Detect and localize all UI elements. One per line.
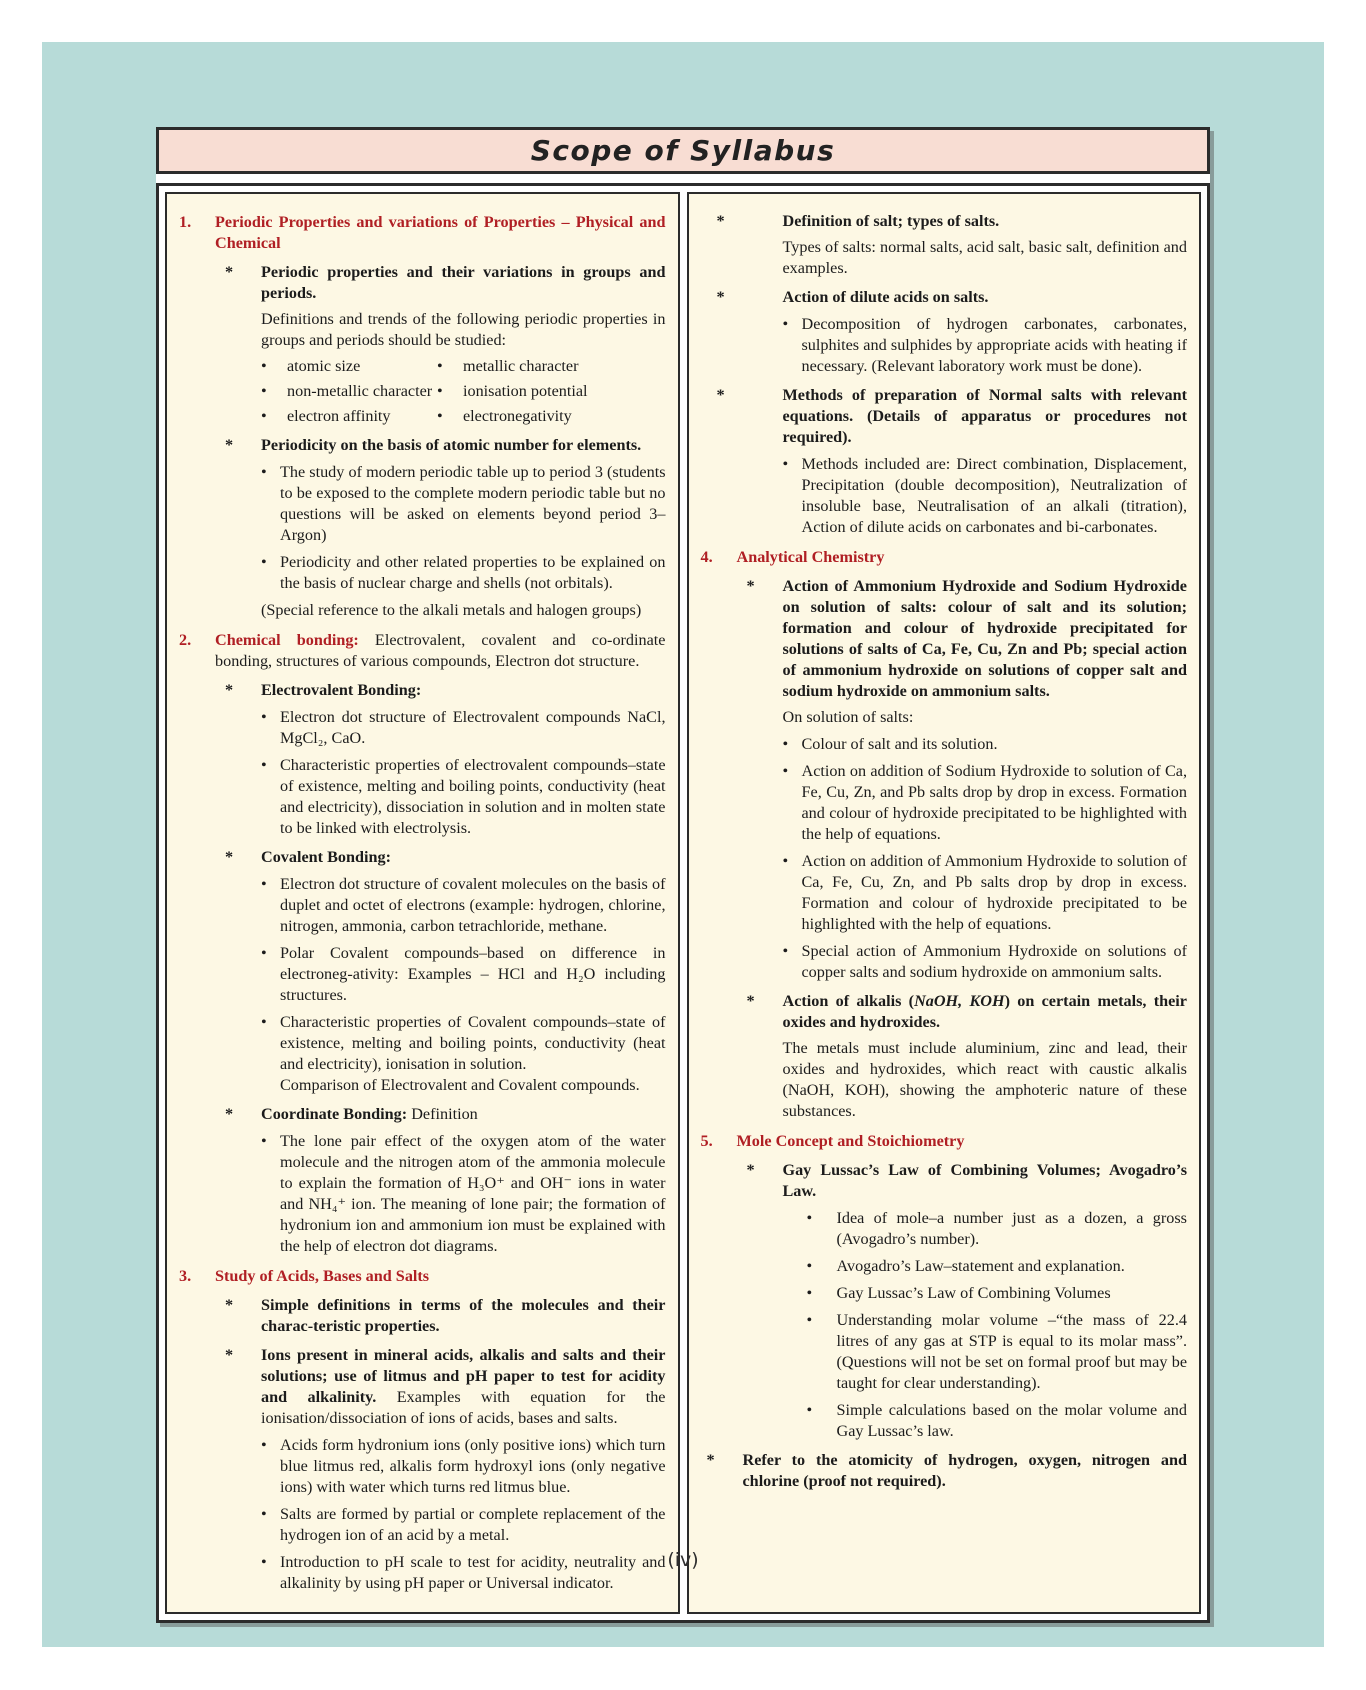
bullet-item-text — [280, 462, 666, 546]
star-item-text — [783, 1160, 1188, 1202]
bullet-item-text — [280, 1012, 666, 1096]
bullet-pair-text: electron affinity — [287, 407, 391, 425]
section-title-text: Periodic Properties and variations of Properties – Physical and Chemical — [215, 213, 666, 252]
bullet-marker: • — [782, 942, 789, 960]
text-segment: Examples with equation for the ionisation/dissociation of ions of acids, bases and salts. — [261, 1388, 666, 1427]
asterisk-marker: * — [225, 681, 234, 699]
text-segment: Coordinate Bonding: — [261, 1105, 408, 1123]
text-segment: Action of dilute acids on salts. — [782, 288, 989, 306]
bullet-text: Characteristic properties of Covalent compounds–state of existence, melting and boiling points, conductivity (heat and electricity), ionisation in solution. — [280, 1013, 666, 1073]
asterisk-marker: * — [746, 1161, 755, 1179]
text-segment: Methods of preparation of Normal salts with relevant equations. (Details of apparatus or procedures not required). — [782, 386, 1187, 446]
star-item — [701, 211, 1188, 232]
section-heading — [701, 547, 1188, 568]
bullet-pair-row — [261, 381, 666, 402]
syllabus-panel — [156, 127, 1210, 1623]
bullet-text: The lone pair effect of the oxygen atom of the water molecule and the nitrogen atom of the ammonia molecule to explain the formation of H₃O⁺ and OH⁻ ions in water and NH₄⁺ ion. The meaning of lone pair; the formation of hydronium ion and ammonium ion must be explained with the help of electron dot diagrams. — [280, 1132, 666, 1255]
bullet-text: Characteristic properties of electrovalent compounds–state of existence, melting and boiling points, conductivity (heat and electricity), dissociation in solution and in molten state to be linked with electrolysis. — [280, 756, 666, 837]
syllabus-title: Scope of Syllabus — [530, 134, 836, 167]
bullet-text: Polar Covalent compounds–based on difference in electroneg-ativity: Examples – HCl and H₂O including structures. — [280, 944, 666, 1004]
bullet-marker: • — [261, 357, 267, 375]
bullet-text: Action on addition of Ammonium Hydroxide to solution of Ca, Fe, Cu, Zn, and Pb salts drop by drop in excess. Formation and colour of hydroxide precipitated to be highlighted with the help of equations. — [801, 852, 1187, 933]
bullet-item — [701, 314, 1188, 377]
bullet-marker: • — [261, 708, 267, 726]
bullet-item — [701, 734, 1188, 755]
bullet-text: Colour of salt and its solution. — [801, 735, 998, 753]
bullet-item — [179, 1131, 666, 1257]
bullet-marker: • — [782, 735, 789, 753]
bullet-item — [701, 1283, 1188, 1304]
bullet-item-text — [802, 734, 1188, 755]
asterisk-marker: * — [706, 1451, 715, 1469]
bullet-item — [701, 1310, 1188, 1394]
paragraph: Definitions and trends of the following periodic properties in groups and periods should be studied: — [261, 310, 666, 349]
section-heading — [179, 630, 666, 672]
bullet-item-text — [802, 761, 1188, 845]
bullet-marker: • — [261, 407, 267, 425]
star-item-text — [261, 262, 666, 304]
section-title — [737, 1131, 1188, 1152]
bullet-marker: • — [806, 1401, 813, 1419]
bullet-marker: • — [782, 455, 789, 473]
bullet-marker: • — [437, 382, 443, 400]
star-item-text — [261, 1345, 666, 1429]
star-item — [179, 262, 666, 304]
bullet-pair-list — [179, 356, 666, 427]
bullet-marker: • — [782, 852, 789, 870]
section-title — [215, 630, 666, 672]
section-number: 1. — [179, 213, 192, 231]
star-item-text — [261, 1104, 666, 1125]
bullet-pair-cell — [437, 356, 666, 377]
bullet-text: Methods included are: Direct combination, Displacement, Precipitation (double decomposition), Neutralization of insoluble base, Neutralisation of an alkali (titration), Action of dilute acids on carbonates and bi-carbonates. — [801, 455, 1187, 536]
bullet-item-text — [280, 1435, 666, 1498]
section-title-text: Analytical Chemistry — [736, 548, 885, 566]
bullet-item — [179, 462, 666, 546]
star-item — [179, 1104, 666, 1125]
bullet-marker: • — [261, 1436, 267, 1454]
asterisk-marker: * — [225, 1346, 234, 1364]
paragraph: The metals must include aluminium, zinc and lead, their oxides and hydroxides, which react with caustic alkalis (NaOH, KOH), showing the amphoteric nature of these substances. — [782, 1039, 1187, 1120]
bullet-item — [179, 1012, 666, 1096]
asterisk-marker: * — [225, 1105, 234, 1123]
bullet-pair-cell — [437, 381, 666, 402]
bullet-item-text — [837, 1256, 1188, 1277]
text-segment: Refer to the atomicity of hydrogen, oxygen, nitrogen and chlorine (proof not required). — [742, 1451, 1187, 1490]
star-item — [701, 287, 1188, 308]
star-item — [179, 1345, 666, 1429]
bullet-text: Electron dot structure of Electrovalent compounds NaCl, MgCl₂, CaO. — [280, 708, 666, 747]
bullet-marker: • — [261, 875, 267, 893]
bullet-pair-cell — [437, 406, 666, 427]
bullet-text: Periodicity and other related properties to be explained on the basis of nuclear charge and shells (not orbitals). — [280, 553, 666, 592]
bullet-text: The study of modern periodic table up to period 3 (students to be exposed to the complete modern periodic table but no questions will be asked on elements beyond period 3–Argon) — [280, 463, 666, 544]
section-title-text: Chemical bonding: — [215, 631, 359, 649]
bullet-pair-text: non-metallic character — [287, 382, 433, 400]
bullet-item-text — [802, 941, 1188, 983]
asterisk-marker: * — [225, 848, 234, 866]
star-item — [179, 847, 666, 868]
text-segment: Definition of salt; types of salts. — [782, 212, 1000, 230]
bullet-item — [179, 707, 666, 749]
bullet-text: Salts are formed by partial or complete replacement of the hydrogen ion of an acid by a metal. — [280, 1505, 666, 1544]
section-number: 3. — [179, 1267, 192, 1285]
bullet-pair-row — [261, 406, 666, 427]
bullet-item-text — [280, 874, 666, 937]
bullet-marker: • — [261, 944, 267, 962]
bullet-marker: • — [261, 553, 267, 571]
text-segment: Periodicity on the basis of atomic number for elements. — [261, 436, 642, 454]
bullet-marker: • — [261, 1132, 267, 1150]
bullet-pair-text: electronegativity — [463, 407, 572, 425]
section-number: 4. — [700, 548, 713, 566]
bullet-text: Acids form hydronium ions (only positive ions) which turn blue litmus red, alkalis form hydroxyl ions (only negative ions) with water which turns red litmus blue. — [280, 1436, 666, 1496]
section-title — [215, 1266, 666, 1287]
asterisk-marker: * — [716, 212, 725, 230]
bullet-pair-cell — [261, 356, 437, 377]
text-segment: Action of alkalis ( — [782, 992, 915, 1010]
right-column — [687, 192, 1202, 1614]
bullet-marker: • — [782, 315, 789, 333]
bullet-item-text — [837, 1400, 1188, 1442]
asterisk-marker: * — [225, 1296, 234, 1314]
star-item — [179, 1295, 666, 1337]
text-segment: Simple definitions in terms of the molecules and their charac-teristic properties. — [261, 1296, 666, 1335]
bullet-pair-text: metallic character — [463, 357, 579, 375]
bullet-marker: • — [806, 1284, 813, 1302]
star-item-text — [261, 847, 666, 868]
bullet-pair-cell — [261, 381, 437, 402]
bullet-item-text — [280, 755, 666, 839]
bullet-text: Idea of mole–a number just as a dozen, a gross (Avogadro’s number). — [836, 1209, 1187, 1248]
star-item — [701, 991, 1188, 1033]
bullet-item — [179, 755, 666, 839]
text-segment: ) on certain metals, their oxides and hydroxides. — [782, 992, 1187, 1031]
star-item-text — [783, 576, 1188, 702]
bullet-item — [179, 1435, 666, 1498]
star-item — [701, 1160, 1188, 1202]
bullet-marker: • — [261, 756, 267, 774]
bullet-item — [179, 943, 666, 1006]
text-segment: NaOH, KOH — [914, 992, 1005, 1010]
star-item — [701, 576, 1188, 702]
bullet-marker: • — [806, 1209, 813, 1227]
paragraph: (Special reference to the alkali metals and halogen groups) — [261, 601, 642, 619]
bullet-item-text — [802, 851, 1188, 935]
syllabus-columns — [156, 183, 1210, 1623]
bullet-text: Action on addition of Sodium Hydroxide to solution of Ca, Fe, Cu, Zn, and Pb salts drop by drop in excess. Formation and colour of hydroxide precipitated to be highlighted with the help of equations. — [801, 762, 1187, 843]
section-title-text: Mole Concept and Stoichiometry — [736, 1132, 965, 1150]
bullet-item — [701, 454, 1188, 538]
bullet-item — [701, 851, 1188, 935]
section-heading — [701, 1131, 1188, 1152]
asterisk-marker: * — [225, 263, 234, 281]
section-title — [215, 212, 666, 254]
bullet-pair-cell — [261, 406, 437, 427]
section-rest-text: Electrovalent, covalent and co-ordinate bonding, structures of various compounds, Electron dot structure. — [215, 631, 666, 670]
star-item-text — [261, 435, 666, 456]
star-item-text — [261, 1295, 666, 1337]
bullet-item-text — [280, 1504, 666, 1546]
text-segment: Gay Lussac’s Law of Combining Volumes; Avogadro’s Law. — [782, 1161, 1187, 1200]
bullet-marker: • — [261, 1505, 267, 1523]
bullet-text: Decomposition of hydrogen carbonates, carbonates, sulphites and sulphides by appropriate acids with heating if necessary. (Relevant laboratory work must be done). — [801, 315, 1187, 375]
bullet-text: Electron dot structure of covalent molecules on the basis of duplet and octet of electrons (example: hydrogen, chlorine, nitrogen, ammonia, carbon tetrachloride, methane. — [280, 875, 666, 935]
section-title — [737, 547, 1188, 568]
star-item — [701, 385, 1188, 448]
bullet-text: Gay Lussac’s Law of Combining Volumes — [836, 1284, 1111, 1302]
bullet-pair-text: ionisation potential — [463, 382, 588, 400]
bullet-text: Understanding molar volume –“the mass of 22.4 litres of any gas at STP is equal to its molar mass”. (Questions will not be set on formal proof but may be taught for clear understanding). — [836, 1311, 1187, 1392]
bullet-marker: • — [806, 1311, 813, 1329]
paragraph: Types of salts: normal salts, acid salt, basic salt, definition and examples. — [782, 238, 1187, 277]
section-heading — [179, 1266, 666, 1287]
page-number: (iv) — [667, 1549, 699, 1571]
bullet-item-text — [280, 943, 666, 1006]
bullet-marker: • — [782, 762, 789, 780]
bullet-item-text — [280, 552, 666, 594]
bullet-item — [179, 552, 666, 594]
bullet-item-text — [837, 1283, 1188, 1304]
bullet-item — [701, 1400, 1188, 1442]
star-item — [179, 435, 666, 456]
bullet-text: Simple calculations based on the molar volume and Gay Lussac’s law. — [836, 1401, 1187, 1440]
syllabus-header — [156, 127, 1210, 174]
bullet-marker: • — [261, 463, 267, 481]
bullet-text: Introduction to pH scale to test for acidity, neutrality and alkalinity by using pH paper or Universal indicator. — [280, 1553, 666, 1592]
bullet-item-text — [802, 454, 1188, 538]
section-number: 2. — [179, 631, 192, 649]
asterisk-marker: * — [746, 577, 755, 595]
text-segment: Ions present in mineral acids, alkalis and salts and their solutions; use of litmus and pH paper to test for acidity and alkalinity. — [261, 1346, 666, 1406]
bullet-pair-text: atomic size — [287, 357, 361, 375]
bullet-item — [179, 874, 666, 937]
bullet-text: Special action of Ammonium Hydroxide on solutions of copper salts and sodium hydroxide on ammonium salts. — [801, 942, 1187, 981]
star-item-text — [783, 991, 1188, 1033]
bullet-item-text — [280, 707, 666, 749]
bullet-marker: • — [437, 407, 443, 425]
asterisk-marker: * — [716, 288, 725, 306]
bullet-item — [701, 1208, 1188, 1250]
bullet-item — [179, 1504, 666, 1546]
text-segment: Action of Ammonium Hydroxide and Sodium Hydroxide on solution of salts: colour of salt and its solution; formation and colour of hydroxide precipitated for solutions of salts of Ca, Fe, Cu, Zn and Pb; special action of ammonium hydroxide on solutions of copper salt and sodium hydroxide on ammonium salts. — [782, 577, 1187, 700]
star-item-text — [783, 385, 1188, 448]
star-item-text — [783, 211, 1188, 232]
section-title-text: Study of Acids, Bases and Salts — [215, 1267, 430, 1285]
left-column — [165, 192, 680, 1614]
asterisk-marker: * — [716, 386, 725, 404]
bullet-continuation: Comparison of Electrovalent and Covalent compounds. — [280, 1076, 640, 1094]
star-item-text — [783, 287, 1188, 308]
bullet-item-text — [802, 314, 1188, 377]
bullet-item-text — [837, 1208, 1188, 1250]
star-item — [701, 1450, 1188, 1492]
bullet-marker: • — [261, 1553, 267, 1571]
text-segment: Definition — [407, 1105, 478, 1123]
bullet-item-text — [280, 1131, 666, 1257]
star-item — [179, 680, 666, 701]
asterisk-marker: * — [746, 992, 755, 1010]
bullet-pair-row — [261, 356, 666, 377]
bullet-item — [701, 1256, 1188, 1277]
bullet-item — [701, 941, 1188, 983]
section-number: 5. — [700, 1132, 713, 1150]
bullet-marker: • — [261, 382, 267, 400]
bullet-text: Avogadro’s Law–statement and explanation. — [836, 1257, 1125, 1275]
paragraph: On solution of salts: — [782, 708, 914, 726]
bullet-item-text — [837, 1310, 1188, 1394]
bullet-marker: • — [806, 1257, 813, 1275]
asterisk-marker: * — [225, 436, 234, 454]
bullet-item — [701, 761, 1188, 845]
text-segment: Covalent Bonding: — [261, 848, 391, 866]
star-item-text — [261, 680, 666, 701]
star-item-text — [743, 1450, 1188, 1492]
text-segment: Periodic properties and their variations in groups and periods. — [261, 263, 666, 302]
bullet-marker: • — [437, 357, 443, 375]
section-heading — [179, 212, 666, 254]
bullet-marker: • — [261, 1013, 267, 1031]
text-segment: Electrovalent Bonding: — [261, 681, 422, 699]
